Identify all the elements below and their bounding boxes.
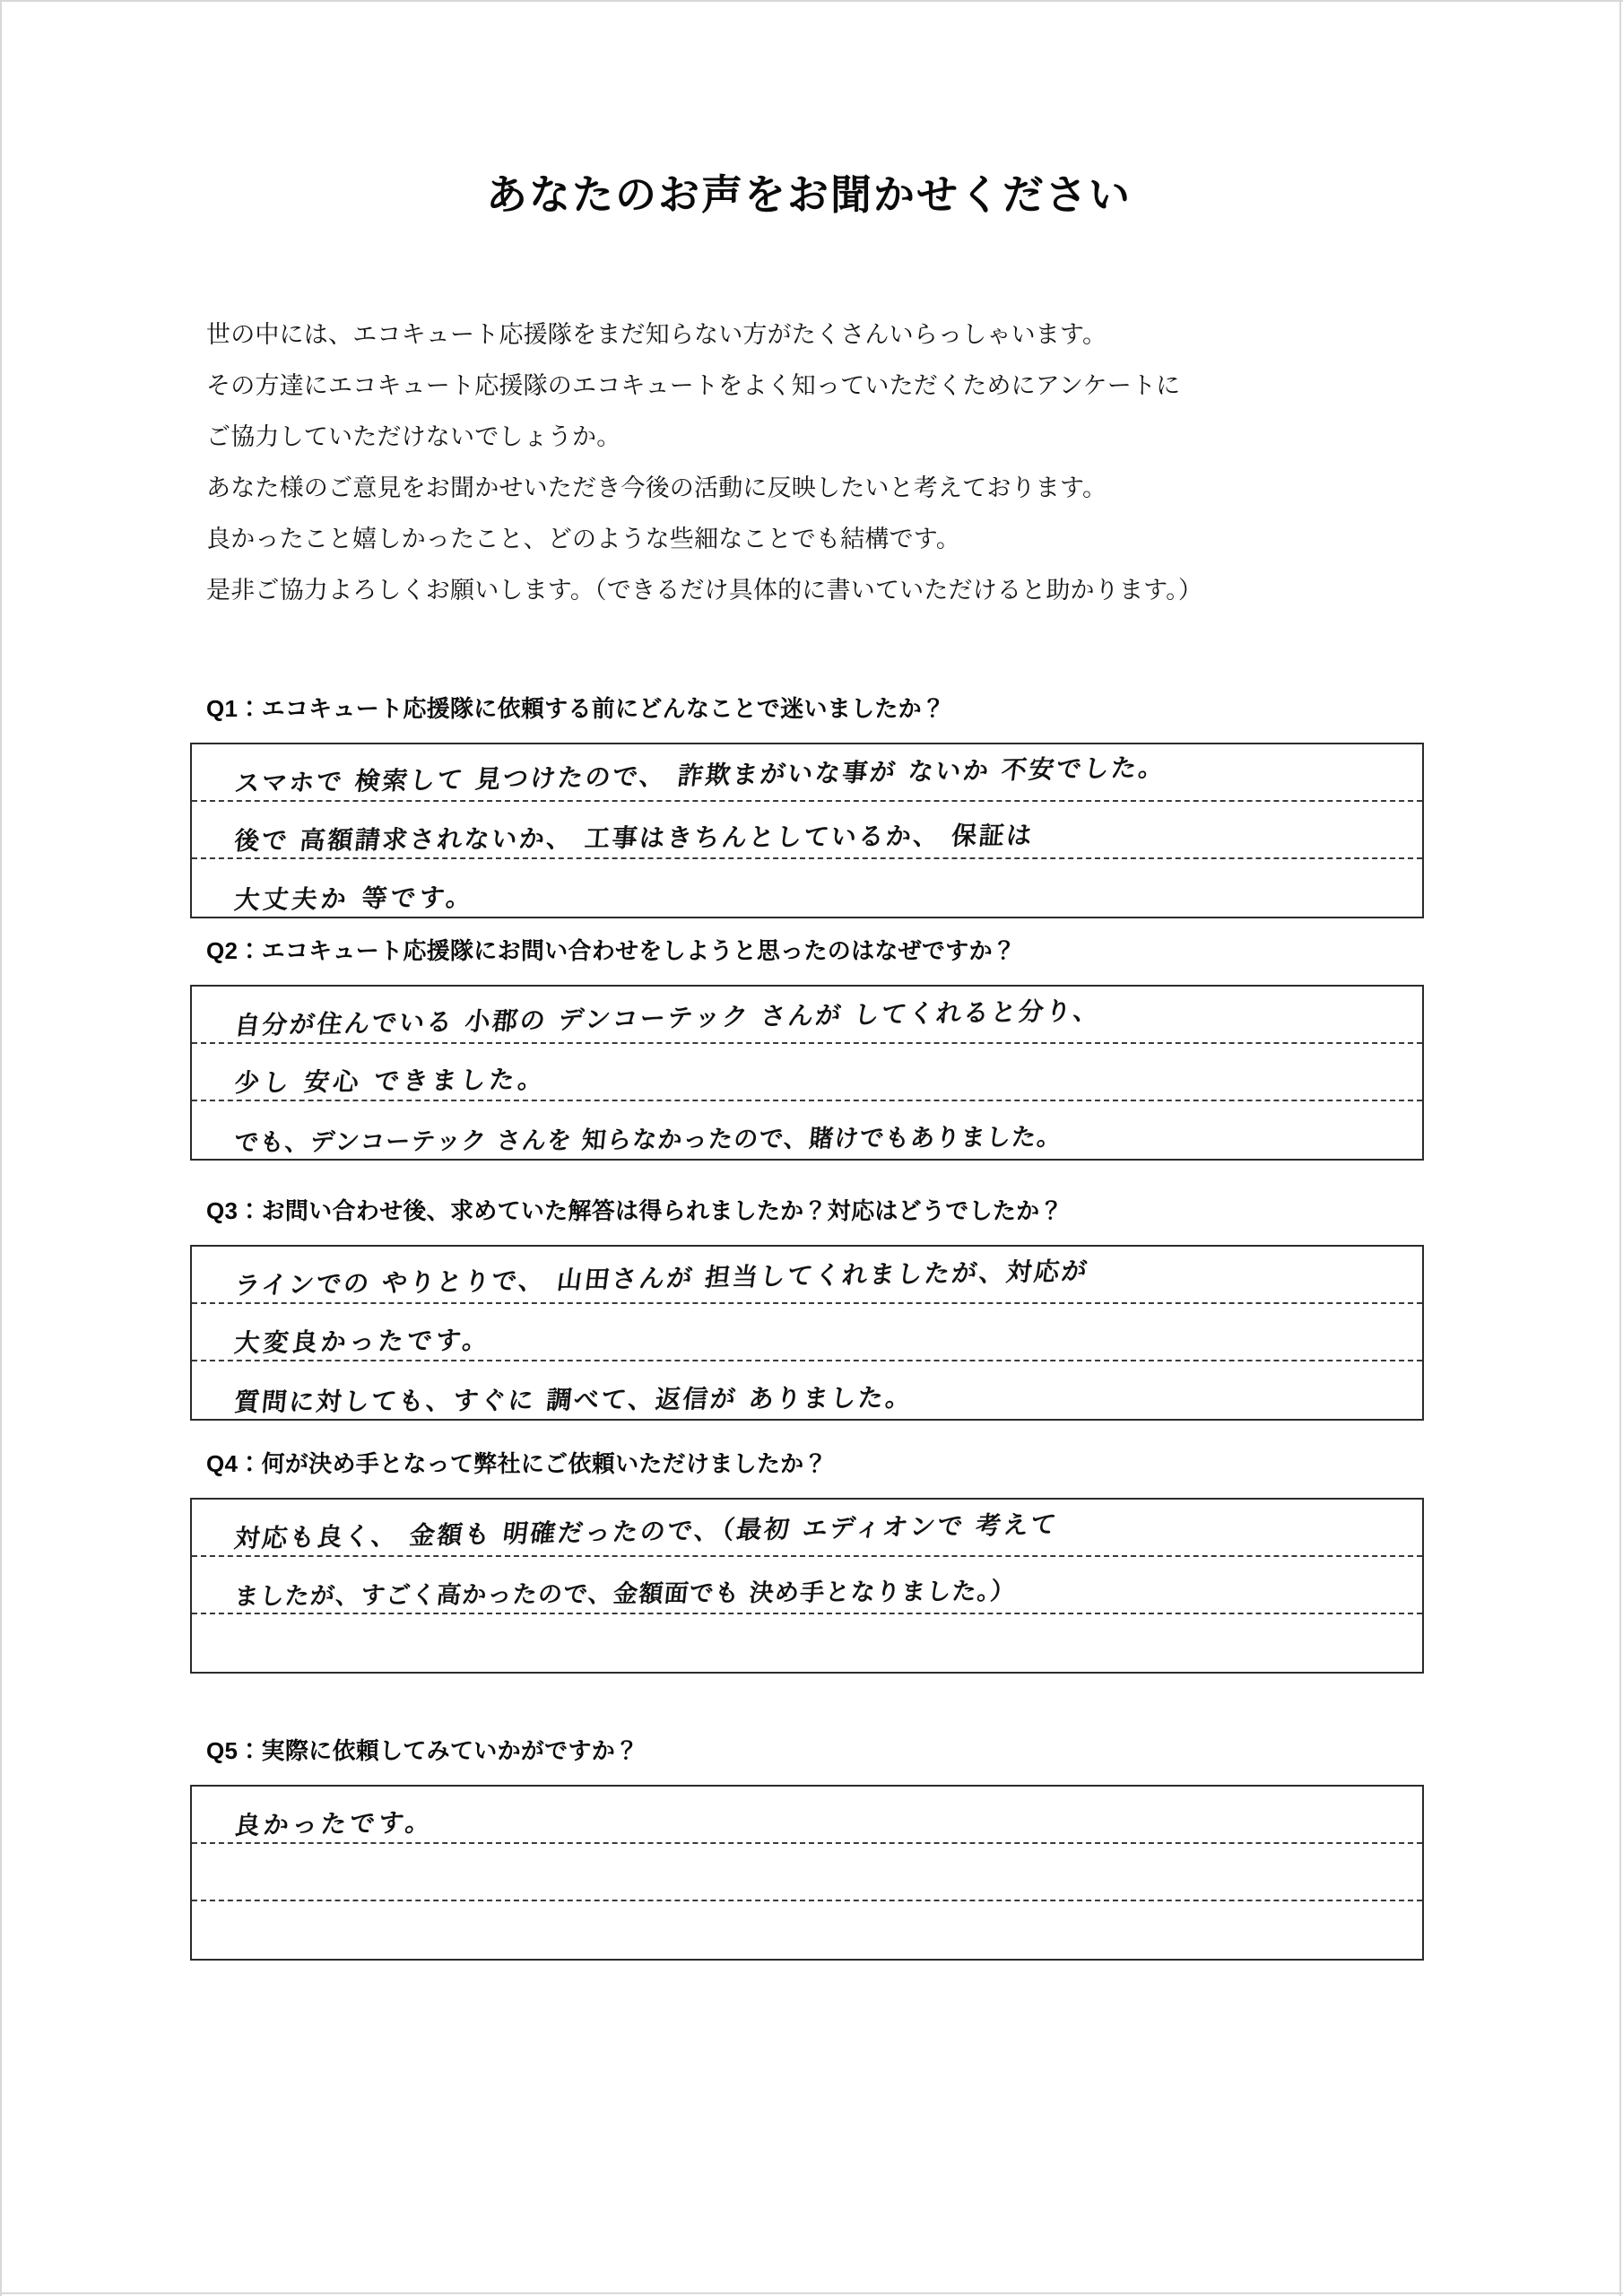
handwritten-answer-text: ラインでの やりとりで、 山田さんが 担当してくれましたが、対応が	[232, 1256, 1091, 1300]
handwritten-answer-text: 自分が住んでいる 小郡の デンコーテック さんが してくれると分り、	[232, 996, 1103, 1040]
handwritten-answer-text: ましたが、すごく高かったので、金額面でも 決め手となりました。）	[232, 1577, 1018, 1611]
question-label-q5: Q5：実際に依頼してみていかがですか？	[206, 1737, 639, 1764]
handwritten-answer-text: でも、デンコーテック さんを 知らなかったので、賭けでもありました。	[232, 1123, 1064, 1157]
scan-edge-right	[1619, 0, 1621, 2296]
answer-line[interactable]	[192, 1247, 1422, 1304]
answer-line[interactable]	[192, 802, 1422, 859]
page-title: あなたのお声をお聞かせください	[486, 171, 1132, 218]
intro-line: 良かったこと嬉しかったこと、どのような些細なことでも結構です。	[206, 526, 961, 552]
scan-edge-left	[0, 0, 2, 2296]
handwritten-answer-text: 大変良かったです。	[232, 1325, 493, 1358]
answer-line[interactable]	[192, 1044, 1422, 1101]
handwritten-answer-text: 質問に対しても、すぐに 調べて、返信が ありました。	[232, 1382, 915, 1417]
answer-line[interactable]	[192, 987, 1422, 1044]
answer-box-q1[interactable]	[190, 743, 1424, 918]
scan-edge-top	[0, 0, 1623, 2]
answer-line[interactable]	[192, 1101, 1422, 1159]
answer-line[interactable]	[192, 1304, 1422, 1361]
handwritten-answer-text: 大丈夫か 等です。	[232, 882, 477, 915]
answer-line[interactable]	[192, 1901, 1422, 1959]
answer-line[interactable]	[192, 1844, 1422, 1901]
intro-line: 世の中には、エコキュート応援隊をまだ知らない方がたくさんいらっしゃいます。	[206, 321, 1107, 348]
answer-box-q3[interactable]	[190, 1245, 1424, 1421]
answer-line[interactable]	[192, 744, 1422, 802]
answer-box-q2[interactable]	[190, 985, 1424, 1161]
answer-line[interactable]	[192, 859, 1422, 917]
answer-line[interactable]	[192, 1614, 1422, 1672]
answer-box-q4[interactable]	[190, 1498, 1424, 1674]
handwritten-answer-text: 少し 安心 できました。	[232, 1064, 549, 1098]
intro-line: 是非ご協力よろしくお願いします。（できるだけ具体的に書いていただけると助かります。）	[206, 577, 1203, 604]
answer-line[interactable]	[192, 1361, 1422, 1419]
question-label-q4: Q4：何が決め手となって弊社にご依頼いただけましたか？	[206, 1450, 828, 1477]
handwritten-answer-text: 後で 高額請求されないか、 工事はきちんとしているか、 保証は	[232, 820, 1036, 856]
handwritten-answer-text: 良かったです。	[232, 1807, 437, 1840]
question-label-q3: Q3：お問い合わせ後、求めていた解答は得られましたか？対応はどうでしたか？	[206, 1197, 1063, 1224]
answer-line[interactable]	[192, 1500, 1422, 1557]
answer-line[interactable]	[192, 1557, 1422, 1614]
scan-edge-bottom	[0, 2292, 1623, 2294]
handwritten-answer-text: スマホで 検索して 見つけたので、 詐欺まがいな事が ないか 不安でした。	[232, 752, 1168, 798]
question-label-q1: Q1：エコキュート応援隊に依頼する前にどんなことで迷いましたか？	[206, 695, 946, 722]
handwritten-answer-text: 対応も良く、 金額も 明確だったので、（最初 エディオンで 考えて	[232, 1509, 1061, 1553]
intro-line: ご協力していただけないでしょうか。	[206, 423, 621, 450]
question-label-q2: Q2：エコキュート応援隊にお問い合わせをしようと思ったのはなぜですか？	[206, 937, 1017, 964]
intro-line: あなた様のご意見をお聞かせいただき今後の活動に反映したいと考えております。	[206, 474, 1107, 501]
intro-paragraph	[206, 309, 1426, 616]
answer-box-q5[interactable]	[190, 1785, 1424, 1961]
intro-line: その方達にエコキュート応援隊のエコキュートをよく知っていただくためにアンケートに	[206, 372, 1181, 399]
answer-line[interactable]	[192, 1787, 1422, 1844]
